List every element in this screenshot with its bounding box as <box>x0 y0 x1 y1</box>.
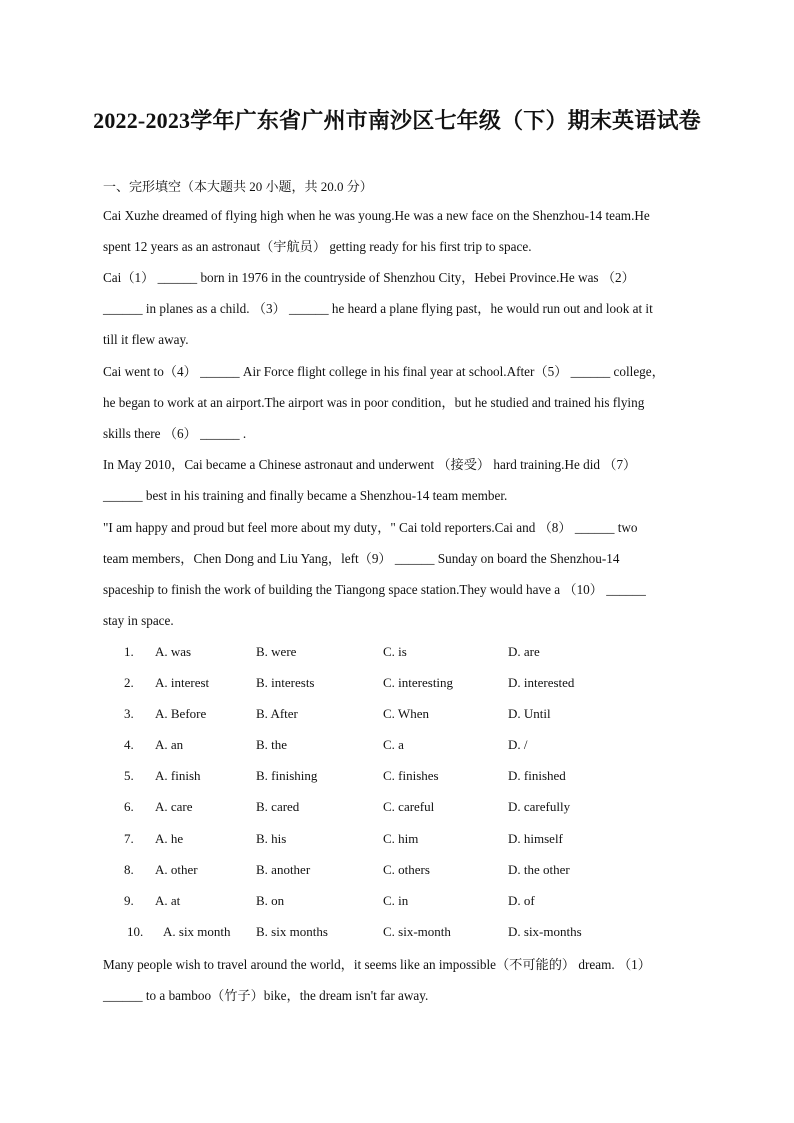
option-c: C. a <box>383 737 404 752</box>
option-c: C. interesting <box>383 675 454 690</box>
option-d: D. himself <box>508 831 563 846</box>
passage-line: ______ best in his training and finally became a Shenzhou-14 team member. <box>103 488 508 503</box>
option-d: D. carefully <box>508 799 571 814</box>
passage-line: Cai（1） ______ born in 1976 in the countryside of Shenzhou City，Hebei Province.He was （2） <box>103 270 635 285</box>
question-row <box>0 862 794 880</box>
question-number: 7. <box>124 831 134 846</box>
question-number: 8. <box>124 862 134 877</box>
option-c: C. When <box>383 706 429 721</box>
option-b: B. his <box>256 831 287 846</box>
option-b: B. finishing <box>256 768 318 783</box>
question-number: 4. <box>124 737 134 752</box>
question-number: 5. <box>124 768 134 783</box>
passage-line: spaceship to finish the work of building the Tiangong space station.They would have a （10） ______ <box>103 582 646 597</box>
option-d: D. are <box>508 644 540 659</box>
passage-line: ______ to a bamboo（竹子）bike，the dream isn't far away. <box>103 988 429 1003</box>
passage-line: "I am happy and proud but feel more about my duty，" Cai told reporters.Cai and （8） ______ two <box>103 520 638 535</box>
passage-line: stay in space. <box>103 613 174 628</box>
option-a: A. at <box>155 893 181 908</box>
option-b: B. another <box>256 862 311 877</box>
option-d: D. the other <box>508 862 570 877</box>
option-b: B. on <box>256 893 285 908</box>
question-number: 3. <box>124 706 134 721</box>
question-row <box>0 644 794 662</box>
question-row <box>0 831 794 849</box>
passage-line: In May 2010，Cai became a Chinese astronaut and underwent （接受） hard training.He did （7） <box>103 457 637 472</box>
question-number: 1. <box>124 644 134 659</box>
question-row <box>0 737 794 755</box>
page-title: 2022-2023学年广东省广州市南沙区七年级（下）期末英语试卷 <box>93 108 701 133</box>
option-c: C. finishes <box>383 768 439 783</box>
option-d: D. Until <box>508 706 551 721</box>
option-a: A. he <box>155 831 184 846</box>
question-number: 2. <box>124 675 134 690</box>
option-d: D. six-months <box>508 924 582 939</box>
option-c: C. is <box>383 644 407 659</box>
passage-line: team members，Chen Dong and Liu Yang，left（9） ______ Sunday on board the Shenzhou-14 <box>103 551 620 566</box>
option-a: A. an <box>155 737 184 752</box>
option-b: B. were <box>256 644 297 659</box>
option-c: C. him <box>383 831 419 846</box>
passage-line: ______ in planes as a child. （3） ______ he heard a plane flying past，he would run out and look at it <box>103 301 653 316</box>
option-a: A. six month <box>163 924 231 939</box>
option-c: C. careful <box>383 799 435 814</box>
option-c: C. in <box>383 893 409 908</box>
option-a: A. finish <box>155 768 201 783</box>
question-row <box>0 924 794 942</box>
question-row <box>0 799 794 817</box>
option-c: C. others <box>383 862 430 877</box>
question-row <box>0 706 794 724</box>
question-row <box>0 893 794 911</box>
passage-line: Cai Xuzhe dreamed of flying high when he was young.He was a new face on the Shenzhou-14 team.He <box>103 208 650 223</box>
question-number: 10. <box>127 924 144 939</box>
option-d: D. finished <box>508 768 566 783</box>
option-d: D. / <box>508 737 528 752</box>
option-a: A. Before <box>155 706 207 721</box>
question-row <box>0 675 794 693</box>
option-b: B. interests <box>256 675 315 690</box>
option-c: C. six-month <box>383 924 451 939</box>
section-heading: 一、完形填空（本大题共 20 小题，共 20.0 分） <box>103 179 373 194</box>
question-number: 9. <box>124 893 134 908</box>
option-d: D. of <box>508 893 535 908</box>
option-b: B. cared <box>256 799 300 814</box>
question-number: 6. <box>124 799 134 814</box>
passage-line: Cai went to（4） ______ Air Force flight college in his final year at school.After（5） ______ college， <box>103 364 665 379</box>
option-b: B. six months <box>256 924 328 939</box>
passage-line: skills there （6） ______ . <box>103 426 247 441</box>
option-d: D. interested <box>508 675 575 690</box>
passage-line: till it flew away. <box>103 332 189 347</box>
option-a: A. care <box>155 799 193 814</box>
option-b: B. After <box>256 706 298 721</box>
option-a: A. interest <box>155 675 210 690</box>
question-row <box>0 768 794 786</box>
passage-line: Many people wish to travel around the world，it seems like an impossible（不可能的） dream. （1） <box>103 957 651 972</box>
option-a: A. other <box>155 862 198 877</box>
passage-line: he began to work at an airport.The airport was in poor condition，but he studied and trained his flying <box>103 395 645 410</box>
passage-line: spent 12 years as an astronaut（宇航员） getting ready for his first trip to space. <box>103 239 532 254</box>
option-a: A. was <box>155 644 192 659</box>
option-b: B. the <box>256 737 288 752</box>
